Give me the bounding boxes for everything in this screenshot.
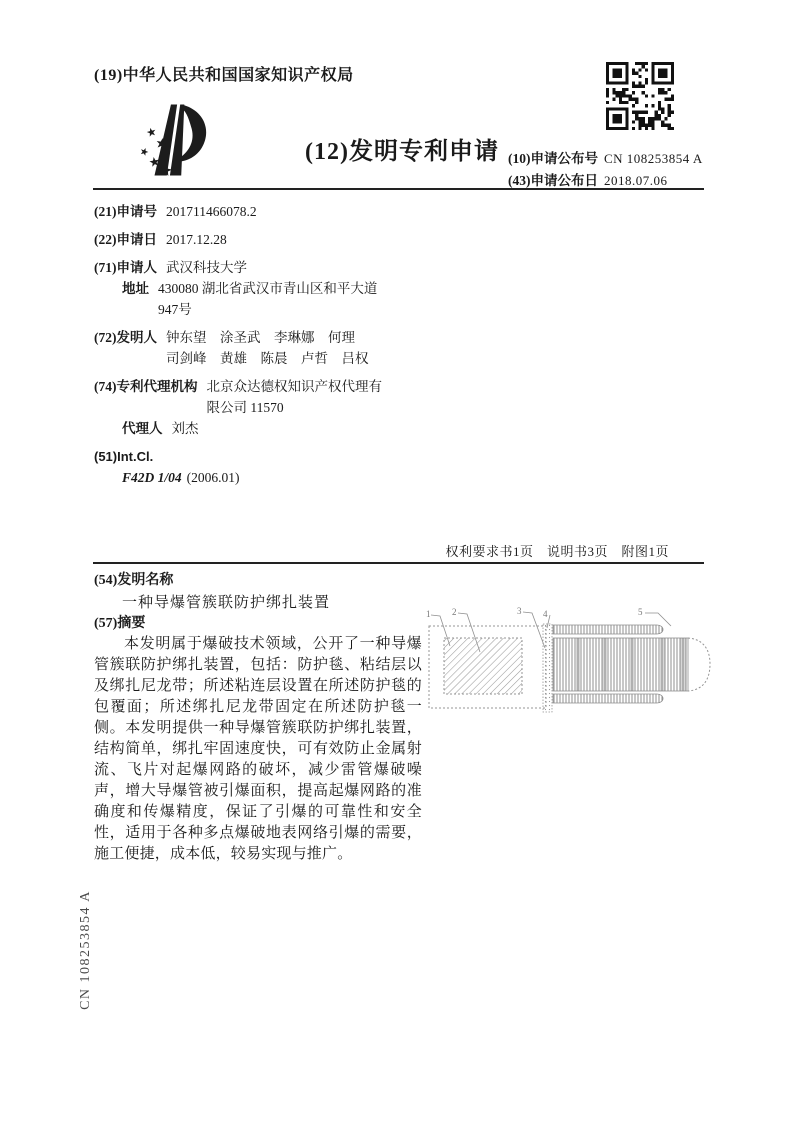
address-label: 地址	[122, 281, 149, 296]
biblio-divider	[93, 562, 704, 564]
applicant-label: (71)申请人	[94, 260, 157, 275]
agency-row	[94, 376, 424, 418]
pages-info: 权利要求书1页 说明书3页 附图1页	[445, 544, 669, 559]
abstract-label: (57)摘要	[94, 616, 146, 631]
agent-row	[94, 418, 424, 439]
sidebar-publication-number: CN 108253854 A	[78, 890, 93, 1010]
application-number-label: (21)申请号	[94, 204, 157, 219]
publication-block	[508, 148, 703, 192]
application-date-row	[94, 229, 424, 250]
cnipa-logo-icon	[136, 101, 210, 179]
ipc-label: (51)Int.Cl.	[94, 449, 154, 464]
ipc-row	[94, 446, 424, 467]
agency-label: (74)专利代理机构	[94, 379, 198, 394]
patent-office-name: (19)中华人民共和国国家知识产权局	[94, 67, 354, 84]
publication-number-label: (10)申请公布号	[508, 151, 598, 166]
figure-adhesive-layer	[444, 638, 522, 694]
figure-top-tube	[553, 625, 663, 634]
document-type-title: (12)发明专利申请	[305, 139, 499, 165]
applicant-value: 武汉科技大学	[166, 260, 247, 275]
publication-number-value: CN 108253854 A	[604, 151, 703, 166]
figure-end-cap	[688, 638, 710, 691]
ipc-value-row	[94, 467, 424, 488]
figure-ref-4: 4	[543, 609, 548, 619]
qr-code-icon	[606, 62, 674, 130]
figure-strap-strip	[543, 624, 552, 712]
figure-ref-2: 2	[452, 607, 457, 617]
inventors-value	[166, 327, 369, 369]
inventors-line-2: 司剑峰 黄雄 陈晨 卢哲 吕权	[166, 351, 369, 366]
figure-ref-1: 1	[426, 609, 431, 619]
invention-title: 一种导爆管簇联防护绑扎装置	[122, 595, 331, 611]
abstract-text: 本发明属于爆破技术领域，公开了一种导爆管簇联防护绑扎装置，包括：防护毯、粘结层以及绑扎尼龙带；所述粘连层设置在所述防护毯的包覆面；所述绑扎尼龙带固定在所述防护毯一侧。本发明提供一种导爆管簇联防护绑扎装置，结构简单，绑扎牢固速度快，可有效防止金属射流、飞片对起爆网路的破坏，减少雷管爆破噪声，增大导爆管被引爆面积，提高起爆网路的准确度和传爆精度，保证了引爆的可靠性和安全性，适用于各种多点爆破地表网络引爆的需要，施工便捷，成本低，较易实现与推广。	[94, 636, 422, 862]
figure-ref-5: 5	[638, 607, 643, 617]
applicant-row	[94, 257, 424, 278]
figure-ref-3: 3	[517, 606, 522, 616]
publication-date-label: (43)申请公布日	[508, 173, 598, 188]
ipc-version: (2006.01)	[186, 470, 240, 485]
agent-value: 刘杰	[171, 421, 199, 436]
applicant-address-row	[94, 278, 424, 320]
bibliographic-data	[94, 201, 424, 488]
address-value: 430080 湖北省武汉市青山区和平大道947号	[158, 281, 378, 317]
agency-value: 北京众达德权知识产权代理有限公司 11570	[206, 379, 382, 415]
publication-number-row	[508, 148, 703, 170]
figure-tube-bundle	[553, 638, 688, 691]
header-divider	[93, 188, 704, 190]
patent-figure	[424, 604, 746, 738]
inventors-line-1: 钟东望 涂圣武 李琳娜 何理	[166, 330, 355, 345]
inventors-row	[94, 327, 424, 369]
figure-bottom-tube	[553, 694, 663, 703]
agent-label: 代理人	[122, 421, 163, 436]
invention-title-label: (54)发明名称	[94, 573, 174, 588]
application-number-value: 201711466078.2	[166, 204, 257, 219]
application-number-row	[94, 201, 424, 222]
application-date-label: (22)申请日	[94, 232, 157, 247]
publication-date-value: 2018.07.06	[604, 173, 668, 188]
inventors-label: (72)发明人	[94, 330, 157, 345]
ipc-code: F42D 1/04	[122, 470, 182, 485]
application-date-value: 2017.12.28	[166, 232, 227, 247]
